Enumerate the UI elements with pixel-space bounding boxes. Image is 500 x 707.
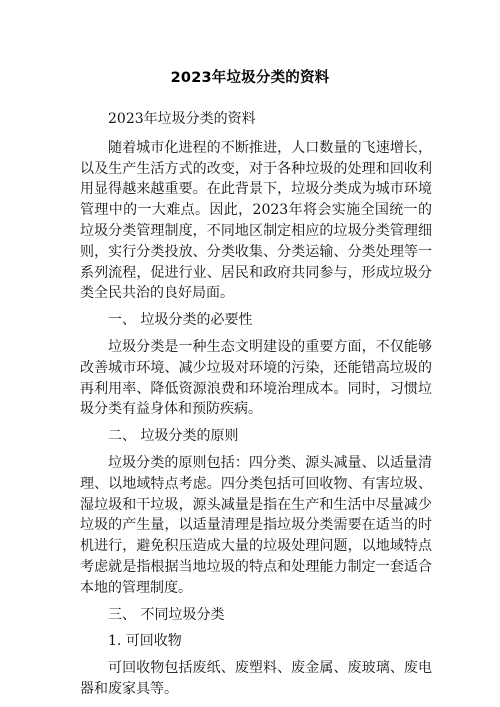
subheading-recyclables: 1. 可回收物 — [108, 633, 182, 650]
intro-paragraph: 随着城市化进程的不断推进，人口数量的飞速增长，以及生产生活方式的改变，对于各种垃圾的处理和回收利用显得越来越重要。在此背景下，垃圾分类成为城市环境管理中的一大难点。因此，2023年将会实施全国统一的垃圾分类管理制度，不同地区制定相应的垃圾分类管理细则，实行分类投放、分类收集、分类运输、分类处理等一系列流程，促进行业、居民和政府共同参与，形成垃圾分类全民共治的良好局面。 — [80, 139, 432, 302]
section-heading-principles: 二、 垃圾分类的原则 — [108, 428, 239, 445]
recyclables-paragraph: 可回收物包括废纸、废塑料、废金属、废玻璃、废电器和废家具等。 — [80, 660, 432, 697]
body-heading: 2023年垃圾分类的资料 — [108, 111, 256, 127]
section-heading-necessity: 一、 垃圾分类的必要性 — [108, 312, 253, 329]
section-heading-categories: 三、 不同垃圾分类 — [108, 606, 225, 623]
necessity-paragraph: 垃圾分类是一种生态文明建设的重要方面，不仅能够改善城市环境、减少垃圾对环境的污染，还能错高垃圾的再利用率、降低资源浪费和环境治理成本。同时，习惯垃圾分类有益身体和预防疾病。 — [80, 338, 432, 418]
principles-paragraph: 垃圾分类的原则包括：四分类、源头减量、以适量清理、以地域特点考虑。四分类包括可回收物、有害垃圾、湿垃圾和干垃圾，源头减量是指在生产和生活中尽量减少垃圾的产生量，以适量清理是指垃圾分类需要在适当的时机进行，避免积压造成大量的垃圾处理问题，以地域特点考虑就是指根据当地垃圾的特点和处理能力制定一套适合本地的管理制度。 — [80, 454, 432, 596]
document-title: 2023年垃圾分类的资料 — [170, 70, 330, 86]
document-body — [80, 109, 432, 706]
